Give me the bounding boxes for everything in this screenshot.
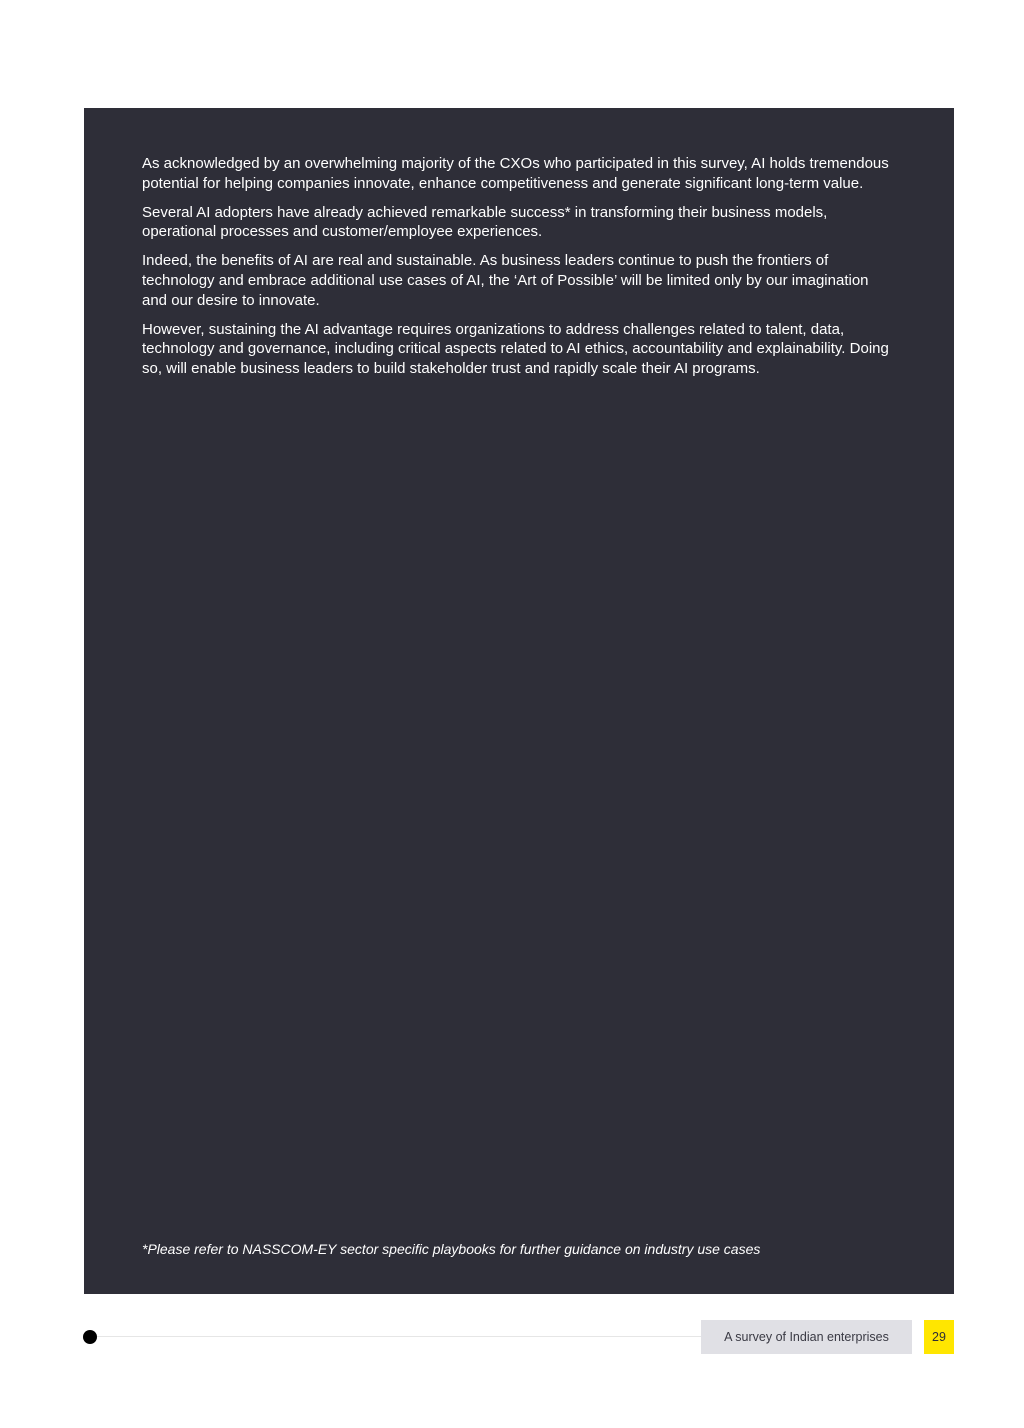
page-number: 29 — [924, 1320, 954, 1354]
body-text — [142, 154, 894, 388]
content-panel — [84, 108, 954, 1294]
footer-dot-icon — [83, 1330, 97, 1344]
paragraph-4: However, sustaining the AI advantage requires organizations to address challenges related to talent, data, technology and governance, including critical aspects related to AI ethics, accountability and explainability. Doing so, will enable business leaders to build stakeholder trust and rapidly scale their AI programs. — [142, 320, 889, 378]
footnote: *Please refer to NASSCOM-EY sector specific playbooks for further guidance on industry use cases — [142, 1241, 761, 1257]
footer-divider — [97, 1336, 701, 1337]
paragraph-3: Indeed, the benefits of AI are real and sustainable. As business leaders continue to push the frontiers of technology and embrace additional use cases of AI, the ‘Art of Possible’ will be limited only by our imagination and our desire to innovate. — [142, 252, 869, 309]
footer-publication-label: A survey of Indian enterprises — [701, 1320, 912, 1354]
paragraph-1: As acknowledged by an overwhelming majority of the CXOs who participated in this survey, AI holds tremendous potential for helping companies innovate, enhance competitiveness and generate significant long-term value. — [142, 155, 889, 192]
page-footer — [0, 1318, 1024, 1358]
paragraph-2: Several AI adopters have already achieved remarkable success* in transforming their business models, operational processes and customer/employee experiences. — [142, 203, 828, 241]
